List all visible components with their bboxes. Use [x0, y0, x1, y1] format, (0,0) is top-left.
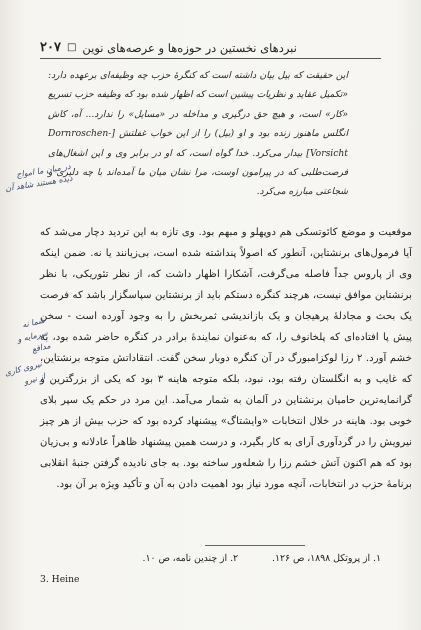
page-number: ۲۰۷ — [40, 40, 61, 55]
running-title: نبردهای نخستین در حوزه‌ها و عرصه‌های نوین — [82, 40, 297, 55]
footnote-1: ۱. از پروتکل ۱۸۹۸، ص ۱۲۶. — [272, 553, 381, 564]
main-paragraph: موقعیت و موضع کائوتسکی هم دوپهلو و مبهم بود. وی تازه به این تردید دچار می‌شد که آیا فرمول‌های برنشتاین، آنطور که اصولاً پنداشته شده است، بی‌زیانند یا نه. ضمن اینکه وی از پاروس جداً فاصله می‌گرفت، آشکارا اظهار داشت که، از نظر تئوریکی، با نظر برنشتاین موافق نیست، هرچند کنگره دستکم باید از برنشتاین سپاسگزار باشد که فرصت یک بحث و مجادلهٔ پرهیجان و یک بازاندیشی ثمربخش را به وجود آورده است - سخن پیش پا افتاده‌ای که پلخانوف را، که به‌عنوان نمایندهٔ برادر در کنگره حاضر شده بود، به خشم آورد. ۲ رزا لوکزامبورگ در آن کنگره دوبار سخن گفت. انتقاداتش متوجه برنشتاین، که غایب و به انگلستان رفته بود، نبود، بلکه متوجه هاینه ۳ بود که یکی از بزرگترین و گرانمایه‌ترین حامیان برنشتاین در آلمان به شمار می‌آمد. این مرد در حکم یک سپر بلای خوبی بود. هاینه در خلال انتخابات «وایشتاگ» پیشنهاد کرده بود که حزب بیش از هر چیز نیرویش را در گردآوری آرای به کار بگیرد، و درست همین پیشنهاد ظاهراً عادلانه و بی‌زیان بود که هم اکنون آتش خشم رزا را شعله‌ور ساخته بود. به جای نادیده گرفتن جنبهٔ انقلابی برنامهٔ حزب در انتخابات، آنچه مورد نیاز بود اهمیت دادن به آن و تأکید ویژه بر آن بود. — [40, 227, 413, 490]
margin-note-handwritten: در میان ما امواج دیده هستند شاهد آن — [4, 161, 74, 194]
margin-note-handwritten: شما نه سرمایه و مدافع — [16, 315, 52, 355]
separator-icon: □ — [66, 42, 77, 53]
footnote-rule — [205, 545, 305, 546]
header-rule — [40, 58, 381, 59]
block-quote: این حقیقت که بیل بیان داشته است که کنگرهٔ حزب چه وظیفه‌ای برعهده دارد: «تکمیل عقاید و نظریات پیشین است که اظهار شده بود که وظیفه حزب تسریع «کار» است، و هیچ حق درگیری و مداخله در «مسایل» را ندارد... آه، کاش انگلس ماهنوز زنده بود و او (بیل) را از این خواب غفلتش [Dornroschen-Vorsicht] بیدار می‌کرد. خدا گواه است، که او در برابر وی و این اشغال‌های فرصت‌طلبی که در پیرامون اوست، مرا نشان میان ما آمده‌اند با چه دلیری و شجاعتی مبارزه می‌کرد. — [48, 70, 348, 198]
footnote-2: ۲. از چندین نامه، ص ۱۰. — [142, 553, 239, 564]
margin-note-handwritten: نیروی کاری از نیرو — [3, 359, 47, 387]
footnote-3: 3. Heine — [40, 574, 80, 585]
running-header — [40, 40, 381, 55]
footnotes — [40, 553, 381, 564]
